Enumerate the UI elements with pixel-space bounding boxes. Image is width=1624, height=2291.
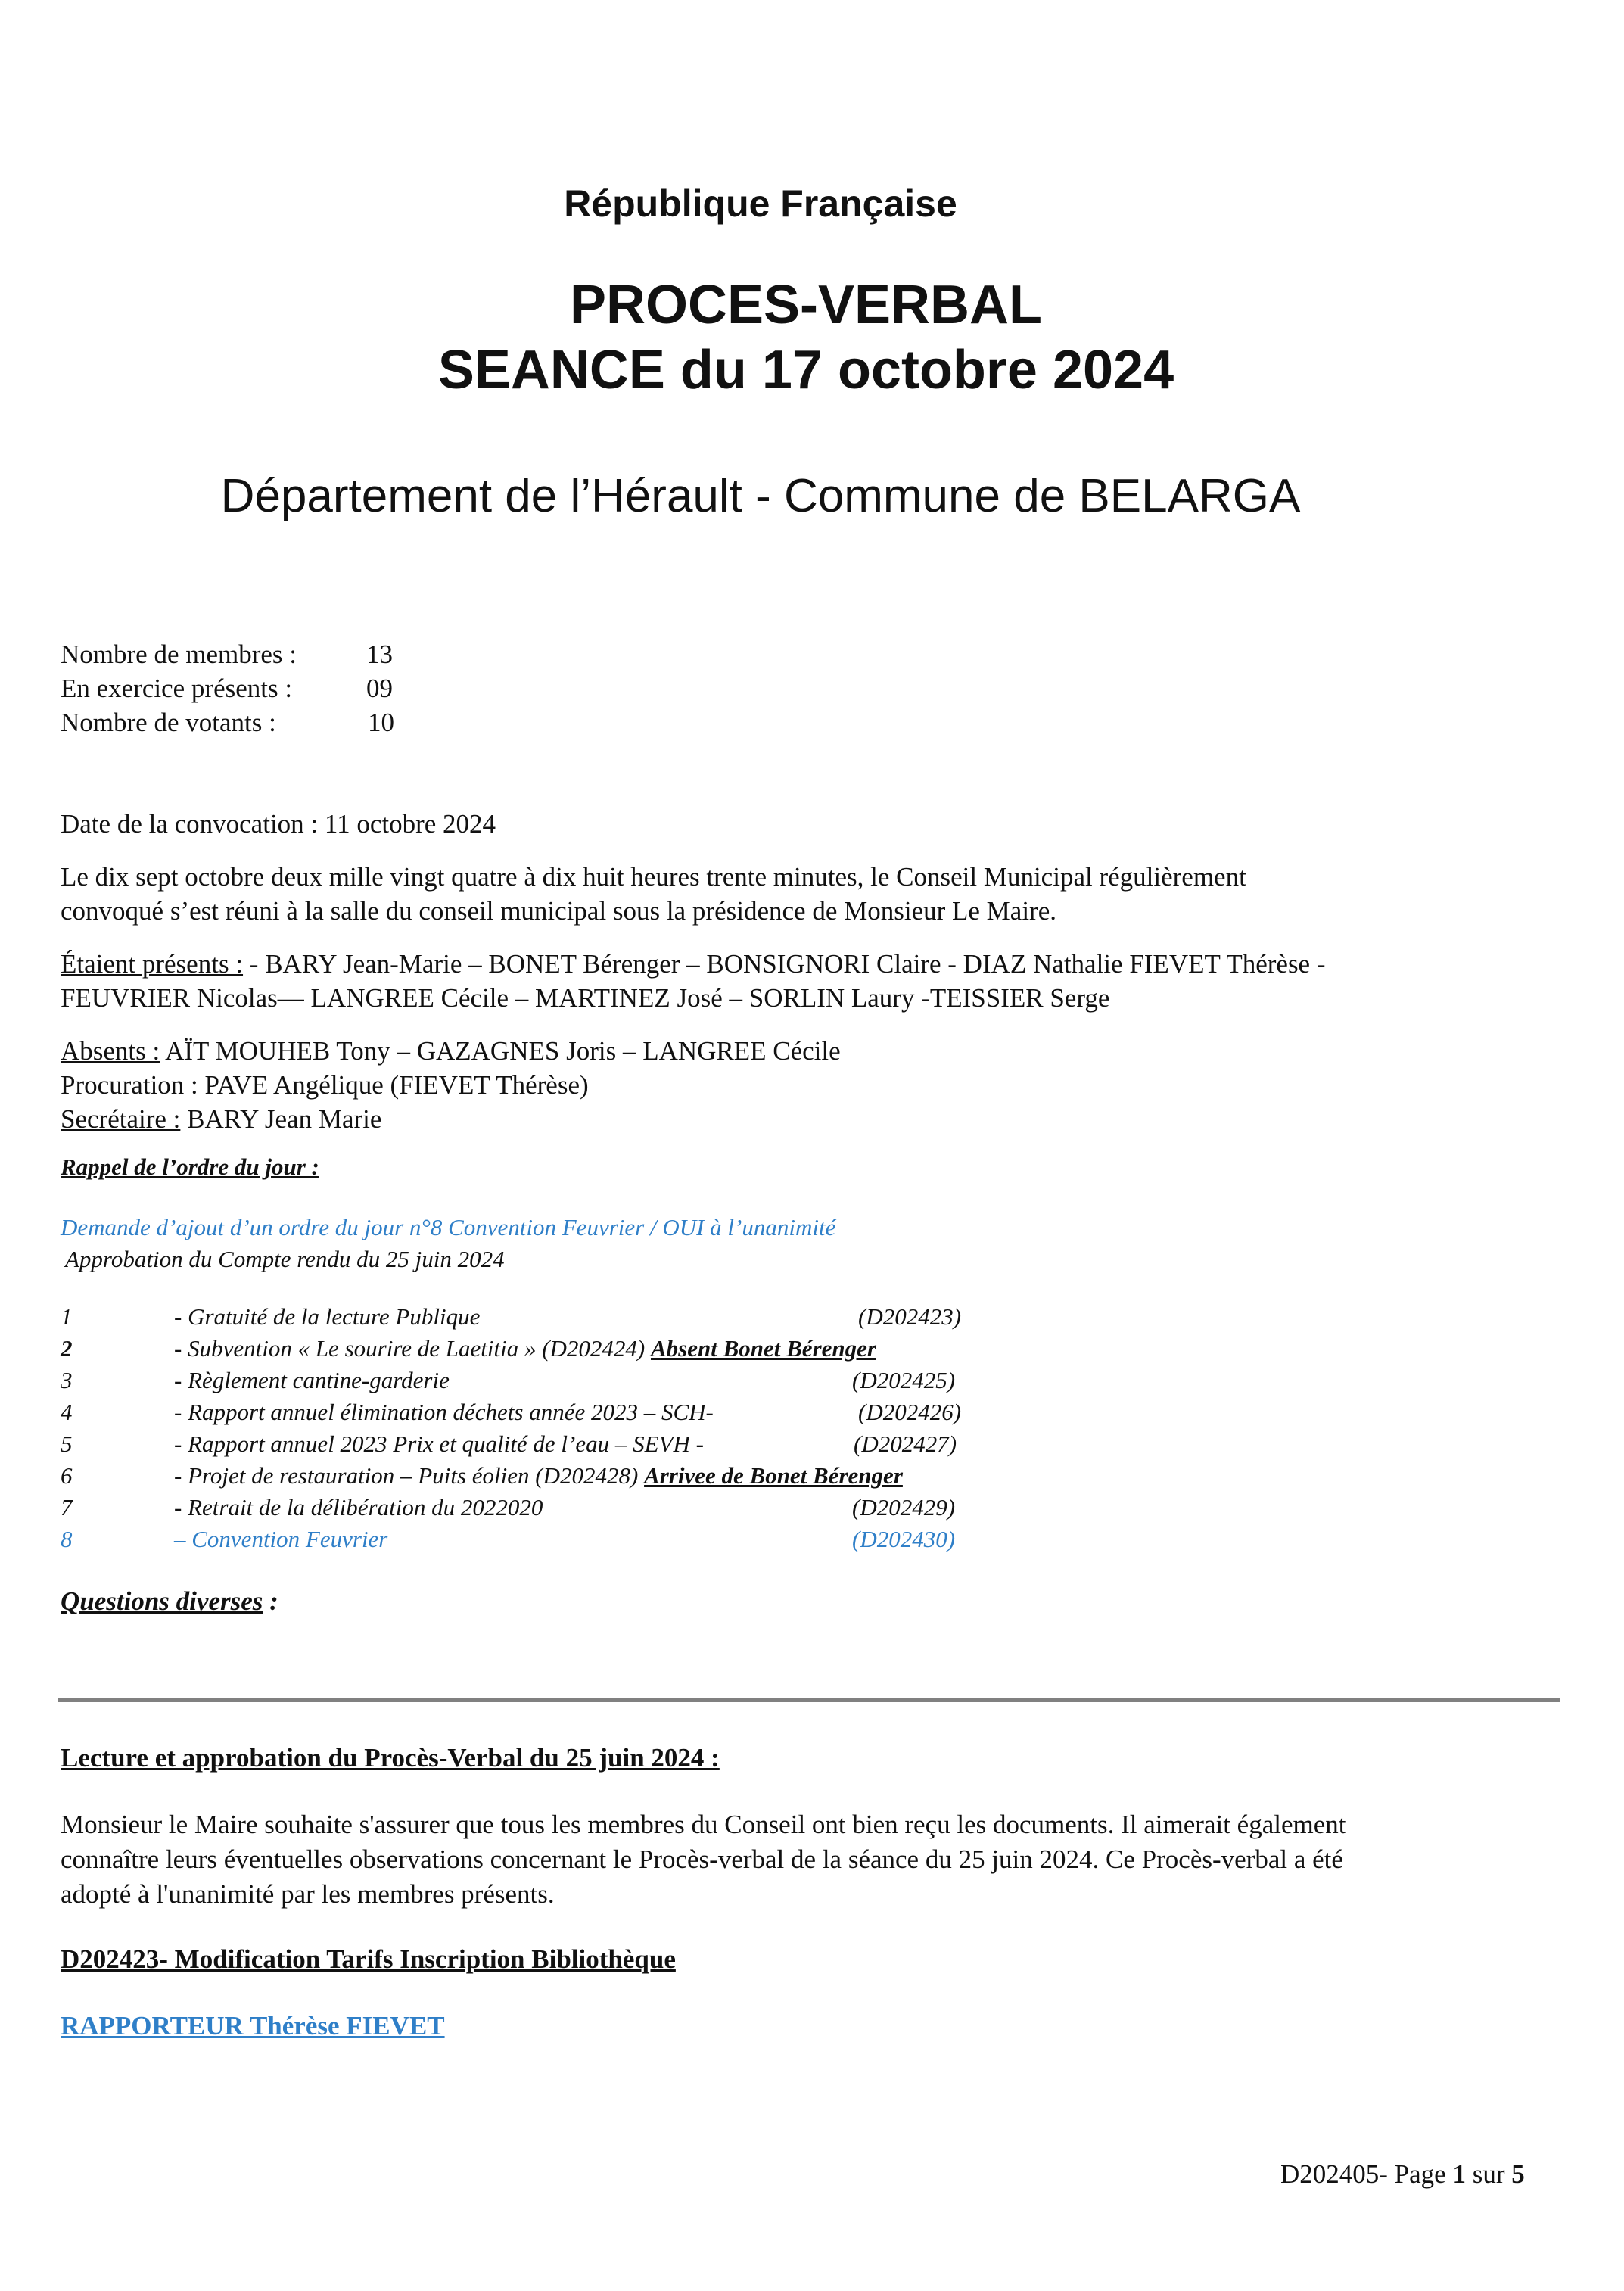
pv-approval-line-3: adopté à l'unanimité par les membres présents. [61, 1879, 555, 1909]
agenda-item-number: 6 [61, 1462, 73, 1489]
agenda-item-note: Arrivee de Bonet Bérenger [644, 1462, 903, 1489]
agenda-item-note: Absent Bonet Bérenger [650, 1335, 876, 1362]
agenda-item-text: – Convention Feuvrier [174, 1526, 388, 1552]
presents-line-1 [61, 947, 1326, 981]
agenda-request: Demande d’ajout d’un ordre du jour n°8 Convention Feuvrier / OUI à l’unanimité [61, 1214, 836, 1240]
absents-label: Absents : [61, 1036, 160, 1066]
intro-line-2: convoqué s’est réuni à la salle du conseil municipal sous la présidence de Monsieur Le Maire. [61, 896, 1056, 926]
agenda-approval: Approbation du Compte rendu du 25 juin 2024 [65, 1246, 505, 1272]
questions-label: Questions diverses [61, 1586, 263, 1616]
agenda-item-ref: (D202426) [858, 1399, 962, 1425]
members-count-label: Nombre de membres : [61, 640, 297, 669]
section-separator [58, 1698, 1560, 1702]
pv-approval-line-2: connaître leurs éventuelles observations concernant le Procès-verbal de la séance du 25 juin 2024. Ce Procès-verbal a été [61, 1844, 1343, 1874]
footer-page-total: 5 [1511, 2159, 1525, 2189]
presents-names-1: - BARY Jean-Marie – BONET Bérenger – BONSIGNORI Claire - DIAZ Nathalie FIEVET Thérèse - [243, 949, 1326, 979]
republic-heading: République Française [564, 182, 957, 225]
voters-count-label: Nombre de votants : [61, 708, 276, 737]
agenda-item-number: 8 [61, 1526, 73, 1552]
absents-line [61, 1034, 841, 1068]
presents-line-2: FEUVRIER Nicolas–– LANGREE Cécile – MARTINEZ José – SORLIN Laury -TEISSIER Serge [61, 983, 1110, 1013]
present-count-value: 09 [366, 674, 393, 703]
footer-page-number: 1 [1452, 2159, 1466, 2189]
agenda-item-text: - Retrait de la délibération du 2022020 [174, 1494, 543, 1521]
secretaire-name: BARY Jean Marie [180, 1104, 382, 1134]
deliberation-heading: D202423- Modification Tarifs Inscription Bibliothèque [61, 1944, 676, 1974]
agenda-item-ref: (D202429) [852, 1494, 956, 1521]
agenda-item-number: 4 [61, 1399, 73, 1425]
agenda-item-text: - Gratuité de la lecture Publique [174, 1303, 481, 1330]
footer-prefix: D202405- Page [1280, 2159, 1453, 2189]
convocation-label: Date de la convocation : [61, 809, 319, 839]
agenda-item-text [174, 1462, 903, 1489]
questions-diverses [61, 1586, 278, 1617]
agenda-item-number: 7 [61, 1494, 73, 1521]
agenda-item-ref: (D202427) [854, 1430, 957, 1457]
agenda-item-label: - Subvention « Le sourire de Laetitia » (D202424) [174, 1335, 651, 1362]
questions-suffix: : [263, 1586, 278, 1616]
secretaire-line [61, 1102, 381, 1136]
page-footer [1280, 2157, 1525, 2191]
agenda-item-ref: (D202425) [852, 1367, 956, 1393]
footer-middle: sur [1465, 2159, 1512, 2189]
procuration-line: Procuration : PAVE Angélique (FIEVET Thérèse) [61, 1070, 589, 1100]
members-count-value: 13 [366, 640, 393, 669]
intro-line-1: Le dix sept octobre deux mille vingt quatre à dix huit heures trente minutes, le Conseil Municipal régulièrement [61, 862, 1246, 892]
department-heading: Département de l’Hérault - Commune de BELARGA [220, 470, 1301, 522]
present-count-label: En exercice présents : [61, 674, 293, 703]
rapporteur-link[interactable]: RAPPORTEUR Thérèse FIEVET [61, 2011, 445, 2040]
agenda-item-label: - Projet de restauration – Puits éolien (D202428) [174, 1462, 645, 1489]
presents-label: Étaient présents : [61, 949, 244, 979]
secretaire-label: Secrétaire : [61, 1104, 181, 1134]
document-title: PROCES-VERBAL [569, 275, 1043, 335]
agenda-item-ref: (D202423) [858, 1303, 962, 1330]
agenda-item-text: - Rapport annuel élimination déchets année 2023 – SCH- [174, 1399, 714, 1425]
agenda-item-ref: (D202430) [852, 1526, 956, 1552]
session-date-title: SEANCE du 17 octobre 2024 [437, 340, 1174, 400]
agenda-item-number: 3 [61, 1367, 73, 1393]
agenda-item-text: - Règlement cantine-garderie [174, 1367, 450, 1393]
pv-approval-line-1: Monsieur le Maire souhaite s'assurer que tous les membres du Conseil ont bien reçu les documents. Il aimerait également [61, 1810, 1346, 1839]
pv-approval-heading: Lecture et approbation du Procès-Verbal du 25 juin 2024 : [61, 1743, 720, 1773]
convocation-date [61, 807, 496, 841]
agenda-item-text [174, 1335, 876, 1362]
agenda-title: Rappel de l’ordre du jour : [61, 1153, 319, 1180]
convocation-value: 11 octobre 2024 [324, 809, 496, 839]
agenda-item-text: - Rapport annuel 2023 Prix et qualité de l’eau – SEVH - [174, 1430, 704, 1457]
absents-names: AÏT MOUHEB Tony – GAZAGNES Joris – LANGREE Cécile [160, 1036, 841, 1066]
agenda-item-number: 2 [61, 1335, 73, 1362]
voters-count-value: 10 [368, 708, 394, 737]
agenda-item-number: 1 [61, 1303, 73, 1330]
agenda-item-number: 5 [61, 1430, 73, 1457]
